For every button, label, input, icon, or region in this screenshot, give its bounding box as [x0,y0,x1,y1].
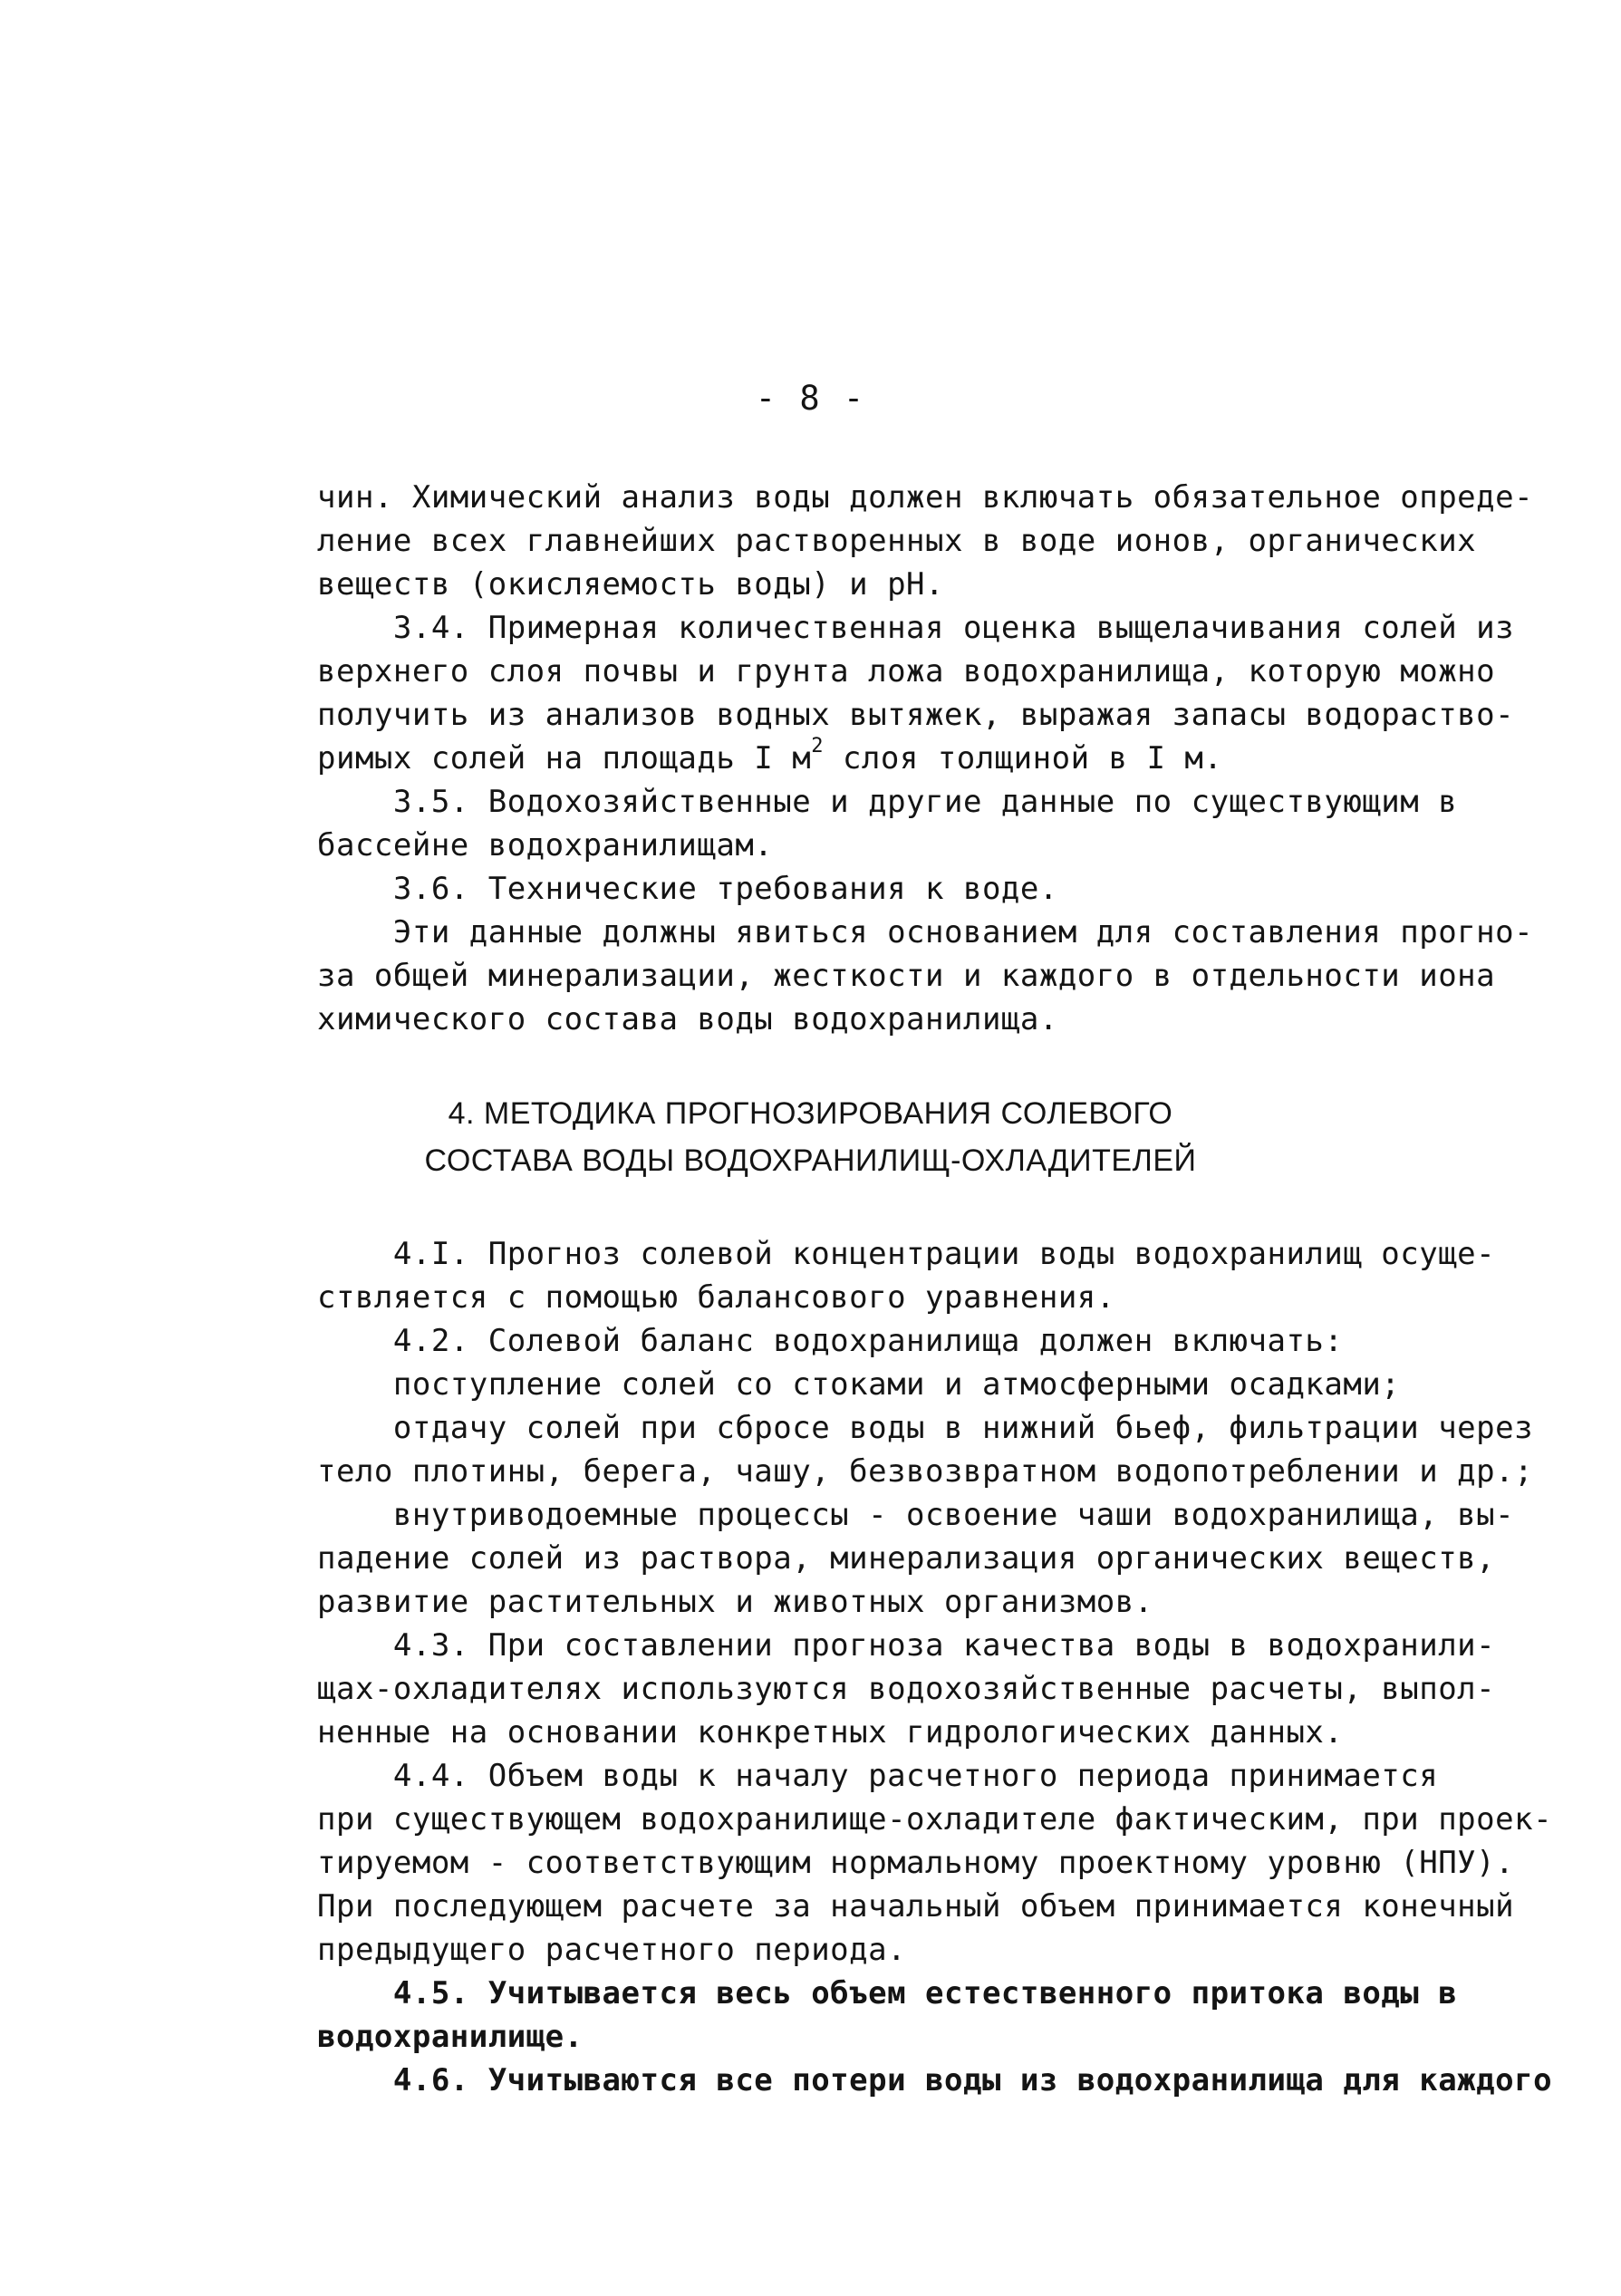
text-line: падение солей из раствора, минерализация органических веществ, [317,1540,1496,1577]
text-line: 4.I. Прогноз солевой концентрации воды водохранилищ осуще- [317,1236,1496,1272]
text-line: 4.6. Учитываются все потери воды из водохранилища для каждого [317,2062,1553,2098]
text-line: при существующем водохранилище-охладителе фактическим, при проек- [317,1801,1553,1838]
text-line: 3.4. Примерная количественная оценка выщелачивания солей из [317,610,1515,646]
text-line: веществ (окисляемость воды) и рН. [317,566,945,603]
text-line: 4.2. Солевой баланс водохранилища должен включать: [317,1323,1344,1359]
text-fragment: слоя толщиной в I м. [823,740,1223,777]
text-line: водохранилище. [317,2019,584,2055]
text-fragment: римых солей на площадь I м [317,740,812,777]
text-line: химического состава воды водохранилища. [317,1001,1058,1037]
superscript-2: 2 [811,735,824,757]
text-line: 3.6. Технические требования к воде. [317,871,1058,907]
text-line: ненные на основании конкретных гидрологических данных. [317,1714,1344,1751]
text-line: чин. Химический анализ воды должен включать обязательное опреде- [317,479,1534,516]
text-line: отдачу солей при сбросе воды в нижний бьеф, фильтрации через [317,1410,1534,1446]
text-line: При последующем расчете за начальный объем принимается конечный [317,1888,1515,1925]
text-line: ление всех главнейших растворенных в воде ионов, органических [317,523,1477,559]
text-line: щах-охладителях используются водохозяйственные расчеты, выпол- [317,1671,1496,1707]
text-line: 3.5. Водохозяйственные и другие данные по существующим в [317,784,1458,820]
text-line: внутриводоемные процессы - освоение чаши водохранилища, вы- [317,1497,1515,1533]
text-line-with-superscript [317,737,1222,780]
text-line: получить из анализов водных вытяжек, выражая запасы водораство- [317,697,1515,733]
text-line: ствляется с помощью балансового уравнения. [317,1279,1115,1316]
section-heading-line-2: СОСТАВА ВОДЫ ВОДОХРАНИЛИЩ-ОХЛАДИТЕЛЕЙ [424,1143,1197,1178]
text-line: Эти данные должны явиться основанием для составления прогно- [317,914,1534,950]
text-line: поступление солей со стоками и атмосферными осадками; [317,1366,1401,1403]
text-line: 4.4. Объем воды к началу расчетного периода принимается [317,1758,1439,1794]
text-line: бассейне водохранилищам. [317,827,774,863]
text-line: развитие растительных и животных организмов. [317,1584,1153,1620]
text-line: тело плотины, берега, чашу, безвозвратном водопотреблении и др.; [317,1453,1534,1490]
text-line: тируемом - соответствующим нормальному проектному уровню (НПУ). [317,1845,1515,1881]
text-line: верхнего слоя почвы и грунта ложа водохранилища, которую можно [317,653,1496,690]
text-line: 4.5. Учитывается весь объем естественного притока воды в [317,1975,1458,2011]
text-line: за общей минерализации, жесткости и каждого в отдельности иона [317,958,1496,994]
page-number: - 8 - [755,379,866,418]
section-heading-line-1: 4. МЕТОДИКА ПРОГНОЗИРОВАНИЯ СОЛЕВОГО [448,1096,1173,1131]
text-line: 4.3. При составлении прогноза качества воды в водохранили- [317,1627,1496,1664]
text-line: предыдущего расчетного периода. [317,1932,907,1968]
